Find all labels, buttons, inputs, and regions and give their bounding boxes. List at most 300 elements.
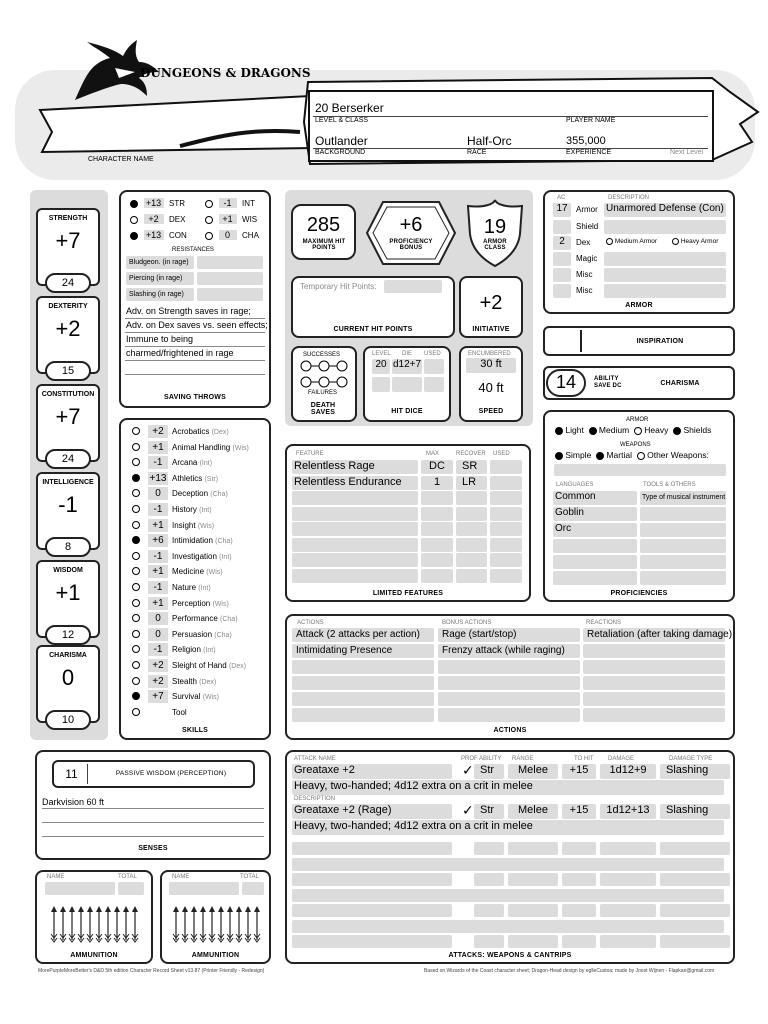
- attack-row[interactable]: [292, 764, 730, 779]
- bonus-row[interactable]: Frenzy attack (while raging): [438, 644, 580, 658]
- attack-range[interactable]: Melee: [508, 804, 558, 819]
- resistance-row[interactable]: Piercing (in rage): [126, 272, 194, 285]
- skill-row[interactable]: [128, 596, 268, 611]
- failure-circles[interactable]: [300, 376, 348, 388]
- save-wis[interactable]: [205, 214, 269, 227]
- speed-encumbered[interactable]: 30 ft: [466, 358, 516, 373]
- feature-used[interactable]: [490, 460, 522, 474]
- ability-score[interactable]: 10: [45, 710, 91, 730]
- ability-score[interactable]: 15: [45, 361, 91, 381]
- skill-bonus: -1: [148, 503, 168, 516]
- skill-row[interactable]: [128, 674, 268, 689]
- save-proficiency-dot[interactable]: [205, 216, 213, 224]
- skill-proficiency-dot[interactable]: [132, 599, 140, 607]
- speed-label: SPEED: [478, 408, 504, 415]
- save-dc-label: ABILITY SAVE DC: [594, 376, 622, 389]
- attack-row[interactable]: [292, 804, 730, 819]
- bonus-row[interactable]: [438, 660, 580, 674]
- skill-row[interactable]: [128, 642, 268, 657]
- experience-value[interactable]: 355,000: [566, 135, 606, 147]
- skill-proficiency-dot[interactable]: [132, 443, 140, 451]
- actions-row[interactable]: Attack (2 attacks per action): [292, 628, 434, 642]
- skill-row[interactable]: [128, 611, 268, 626]
- attack-description[interactable]: Heavy, two-handed; 4d12 extra on a crit in melee: [292, 780, 724, 795]
- reactions-row[interactable]: [583, 660, 725, 674]
- ability-wisdom: [36, 560, 100, 641]
- armor-ac[interactable]: 17: [553, 203, 571, 217]
- experience-label: EXPERIENCE: [566, 149, 612, 156]
- language-row[interactable]: Orc: [553, 523, 637, 537]
- feature-max[interactable]: [421, 553, 453, 567]
- other-weapons-field[interactable]: [554, 464, 726, 476]
- attack-ability[interactable]: Str: [474, 764, 504, 779]
- skill-proficiency-dot[interactable]: [132, 661, 140, 669]
- skill-ability: (Dex): [199, 678, 217, 686]
- magic-label: Magic: [576, 254, 598, 263]
- hd-used-label: USED: [424, 351, 441, 357]
- damage-label: DAMAGE: [608, 756, 635, 762]
- proficiency-value[interactable]: +6: [399, 214, 423, 236]
- skill-proficiency-dot[interactable]: [132, 536, 140, 544]
- skill-proficiency-dot[interactable]: [132, 692, 140, 700]
- attack-description-empty[interactable]: [292, 858, 724, 871]
- feature-used[interactable]: [490, 569, 522, 583]
- ability-modifier: +2: [55, 316, 81, 341]
- skill-row[interactable]: [128, 658, 268, 673]
- save-name: CHA: [242, 231, 259, 240]
- save-int[interactable]: [205, 198, 269, 211]
- feature-used[interactable]: [490, 476, 522, 490]
- save-note-line[interactable]: Adv. on Strength saves in rage;: [126, 306, 251, 316]
- feature-recover[interactable]: [456, 553, 487, 567]
- weapon-prof-martial[interactable]: Martial: [596, 450, 632, 460]
- feature-used[interactable]: [490, 507, 522, 521]
- save-dc-value[interactable]: 14: [555, 372, 577, 392]
- save-proficiency-dot[interactable]: [205, 232, 213, 240]
- bonus-actions-label: BONUS ACTIONS: [442, 620, 492, 626]
- feature-recover[interactable]: SR: [456, 460, 487, 474]
- skill-ability: (Int): [199, 507, 212, 514]
- armor-class-value[interactable]: 19: [483, 216, 507, 238]
- save-note-line[interactable]: Immune to being: [126, 334, 194, 344]
- skill-name: Athletics: [172, 473, 203, 483]
- shield-label: Shield: [576, 222, 599, 231]
- skill-bonus: +6: [148, 534, 168, 547]
- skill-ability: (Cha): [214, 631, 232, 639]
- save-note-line[interactable]: Adv. on Dex saves vs. seen effects;: [126, 320, 268, 330]
- skill-name: Medicine: [172, 567, 205, 577]
- attack-description-empty[interactable]: [292, 889, 724, 902]
- skill-proficiency-dot[interactable]: [132, 583, 140, 591]
- feature-recover[interactable]: [456, 522, 487, 536]
- shield-ac[interactable]: [553, 220, 571, 234]
- skill-name: Performance: [172, 614, 218, 624]
- actions-row[interactable]: [292, 660, 434, 674]
- background-value[interactable]: Outlander: [315, 134, 368, 148]
- ammo-name-label: NAME: [47, 874, 65, 880]
- weapons-prof-label: WEAPONS: [620, 442, 651, 448]
- skill-proficiency-dot[interactable]: [132, 552, 140, 560]
- armor-prof-heavy[interactable]: Heavy: [634, 425, 668, 435]
- skill-proficiency-dot[interactable]: [132, 521, 140, 529]
- ammo-total-field[interactable]: [242, 882, 264, 895]
- skill-ability: (Cha): [215, 538, 233, 546]
- skill-row[interactable]: [128, 533, 268, 548]
- skill-name: Tool: [172, 707, 187, 717]
- attack-damage[interactable]: 1d12+9: [600, 764, 656, 779]
- save-str[interactable]: [130, 198, 200, 211]
- reactions-row[interactable]: [583, 644, 725, 658]
- ammo-title: AMMUNITION: [70, 952, 118, 959]
- skill-proficiency-dot[interactable]: [132, 427, 140, 435]
- resistance-row[interactable]: Bludgeon. (in rage): [126, 256, 194, 269]
- ability-name: STRENGTH: [48, 215, 88, 222]
- feature-max[interactable]: [421, 507, 453, 521]
- skill-ability: (Cha): [220, 616, 238, 624]
- next-level-label: Next Level: [670, 149, 704, 156]
- save-bonus: +2: [144, 214, 164, 224]
- race-label: RACE: [467, 149, 487, 156]
- save-cha[interactable]: [205, 230, 269, 243]
- save-proficiency-dot[interactable]: [130, 216, 138, 224]
- dex-ac[interactable]: 2: [553, 236, 571, 250]
- save-note-line[interactable]: charmed/frightened in rage: [126, 348, 234, 358]
- skill-ability: (Cha): [210, 491, 228, 499]
- background-label: BACKGROUND: [315, 149, 366, 156]
- armor-prof-medium[interactable]: Medium: [589, 425, 630, 435]
- ammo-name-label: NAME: [172, 874, 190, 880]
- save-dex[interactable]: [130, 214, 200, 227]
- bonus-row[interactable]: [438, 708, 580, 722]
- resistance-row[interactable]: Slashing (in rage): [126, 288, 194, 301]
- armor-prof-row: [555, 425, 733, 435]
- attack-damage-type[interactable]: Slashing: [660, 764, 730, 779]
- ammo-name-field[interactable]: [45, 882, 115, 895]
- attack-tohit[interactable]: +15: [562, 764, 596, 779]
- attack-description[interactable]: Heavy, two-handed; 4d12 extra on a crit in melee: [292, 820, 724, 835]
- skill-row[interactable]: [128, 549, 268, 564]
- weapon-prof-simple[interactable]: Simple: [555, 450, 591, 460]
- encumbered-label: ENCUMBERED: [468, 351, 511, 357]
- armor-description[interactable]: Unarmored Defense (Con): [604, 203, 726, 217]
- darkvision-note[interactable]: Darkvision 60 ft: [42, 797, 105, 807]
- feature-max[interactable]: 1: [421, 476, 453, 490]
- magic-description[interactable]: [604, 252, 726, 266]
- skill-bonus: +2: [148, 659, 168, 672]
- save-bonus: +13: [144, 230, 164, 240]
- ability-name: CONSTITUTION: [41, 391, 95, 398]
- skill-name: Animal Handling: [172, 442, 231, 452]
- feature-recover[interactable]: [456, 491, 487, 505]
- tohit-label: TO HIT: [574, 756, 594, 762]
- language-row[interactable]: Common: [553, 491, 637, 505]
- arrows-icon[interactable]: [50, 904, 140, 944]
- heavy-armor-toggle[interactable]: [672, 238, 718, 245]
- ability-intelligence: [36, 472, 100, 553]
- save-name: CON: [169, 231, 187, 240]
- actions-row[interactable]: [292, 692, 434, 706]
- save-proficiency-dot[interactable]: [130, 200, 138, 208]
- success-circles[interactable]: [300, 360, 348, 372]
- save-bonus: +13: [144, 198, 164, 208]
- checkmark-icon: ✓: [462, 802, 474, 818]
- skill-ability: (Dex): [228, 663, 247, 670]
- feature-name[interactable]: [292, 522, 418, 536]
- used-label: USED: [493, 451, 510, 457]
- feature-recover[interactable]: [456, 538, 487, 552]
- skill-row[interactable]: [128, 705, 268, 720]
- skill-proficiency-dot[interactable]: [132, 458, 140, 466]
- skill-bonus: -1: [148, 581, 168, 594]
- attack-name-empty[interactable]: [292, 904, 452, 917]
- skill-bonus: +2: [148, 675, 168, 688]
- ammo-total-field[interactable]: [118, 882, 144, 895]
- ammo-name-field[interactable]: [169, 882, 239, 895]
- skill-row[interactable]: [128, 689, 268, 704]
- skill-row[interactable]: [128, 424, 268, 439]
- bonus-row[interactable]: [438, 692, 580, 706]
- ability-constitution: [36, 384, 100, 465]
- initiative-label: INITIATIVE: [472, 326, 510, 333]
- attack-name[interactable]: Greataxe +2 (Rage): [292, 804, 452, 819]
- speed-value[interactable]: 40 ft: [478, 380, 504, 395]
- weapon-prof-other[interactable]: Other Weapons:: [637, 450, 709, 460]
- armor-label: Armor: [576, 205, 598, 214]
- save-con[interactable]: [130, 230, 200, 243]
- current-hp-field[interactable]: [296, 296, 450, 320]
- attack-tohit[interactable]: +15: [562, 804, 596, 819]
- skill-ability: (Wis): [197, 522, 215, 530]
- actions-label: ACTIONS: [297, 620, 324, 626]
- feature-max[interactable]: [421, 538, 453, 552]
- skill-proficiency-dot[interactable]: [132, 567, 140, 575]
- feature-name[interactable]: [292, 491, 418, 505]
- ability-strength: [36, 208, 100, 289]
- skill-proficiency-dot[interactable]: [132, 505, 140, 513]
- attack-name-empty[interactable]: [292, 873, 452, 886]
- skill-name: History: [172, 505, 197, 514]
- feature-name[interactable]: [292, 538, 418, 552]
- armor-prof-light[interactable]: Light: [555, 425, 584, 435]
- proficiencies-title: PROFICIENCIES: [610, 590, 668, 597]
- ability-score[interactable]: 12: [45, 625, 91, 645]
- skill-bonus: 0: [148, 612, 168, 625]
- ability-charisma: [36, 645, 100, 726]
- feature-used[interactable]: [490, 553, 522, 567]
- medium-armor-toggle[interactable]: [606, 238, 657, 245]
- ammo-total-label: TOTAL: [118, 874, 137, 880]
- skill-bonus: +13: [149, 472, 167, 484]
- attack-name-empty[interactable]: [292, 842, 452, 855]
- ability-name: INTELLIGENCE: [42, 479, 94, 486]
- attack-ability[interactable]: Str: [474, 804, 504, 819]
- skill-bonus: 0: [148, 487, 168, 500]
- ability-name: DEXTERITY: [48, 303, 88, 310]
- skill-proficiency-dot[interactable]: [132, 677, 140, 685]
- feature-recover[interactable]: [456, 507, 487, 521]
- skill-row[interactable]: [128, 502, 268, 517]
- ability-name: WISDOM: [53, 567, 83, 574]
- ability-modifier: +7: [55, 404, 81, 429]
- actions-row[interactable]: [292, 708, 434, 722]
- medium-armor-label: Medium Armor: [614, 238, 658, 246]
- save-name: WIS: [242, 215, 258, 224]
- skill-name: Stealth: [172, 676, 197, 686]
- character-name-field[interactable]: [60, 108, 300, 144]
- actions-row[interactable]: [292, 676, 434, 690]
- armor-prof-shields[interactable]: Shields: [673, 425, 711, 435]
- arrows-icon[interactable]: [172, 904, 262, 944]
- limited-features-title: LIMITED FEATURES: [372, 590, 444, 597]
- max-hp-value[interactable]: 285: [306, 214, 341, 236]
- feature-name[interactable]: Relentless Rage: [292, 460, 418, 474]
- feature-max[interactable]: [421, 569, 453, 583]
- feature-used[interactable]: [490, 538, 522, 552]
- skill-row[interactable]: [128, 627, 268, 642]
- save-bonus: -1: [219, 198, 237, 208]
- saving-throws-title: SAVING THROWS: [164, 394, 226, 401]
- hd-die[interactable]: d12+7: [392, 359, 422, 374]
- ability-score[interactable]: 8: [45, 537, 91, 557]
- skill-row[interactable]: [128, 580, 268, 595]
- level-class-value[interactable]: 20 Berserker: [315, 101, 384, 115]
- skill-ability: (Int): [198, 585, 211, 592]
- prof-ability-label: PROF ABILITY: [461, 756, 502, 762]
- temp-hp-label: Temporary Hit Points:: [300, 282, 377, 291]
- skill-row[interactable]: [128, 486, 268, 501]
- recover-label: RECOVER: [456, 451, 486, 457]
- actions-title: ACTIONS: [493, 727, 527, 734]
- feature-name[interactable]: Relentless Endurance: [292, 476, 418, 490]
- hd-level-label: LEVEL: [372, 351, 391, 357]
- feature-max[interactable]: [421, 522, 453, 536]
- skill-bonus: 0: [148, 628, 168, 641]
- bonus-row[interactable]: [438, 676, 580, 690]
- skill-name: Religion: [172, 645, 201, 655]
- temp-hp-field[interactable]: [384, 280, 442, 293]
- skill-proficiency-dot[interactable]: [132, 708, 140, 716]
- skill-row[interactable]: [128, 564, 268, 579]
- misc1-ac[interactable]: [553, 268, 571, 282]
- misc2-ac[interactable]: [553, 284, 571, 298]
- tools-label: TOOLS & OTHERS: [643, 482, 696, 488]
- skill-name: Nature: [172, 583, 197, 592]
- feature-name[interactable]: [292, 553, 418, 567]
- feature-max[interactable]: DC: [421, 460, 453, 474]
- damage-type-label: DAMAGE TYPE: [669, 756, 713, 762]
- skill-proficiency-dot[interactable]: [132, 489, 140, 497]
- feature-name[interactable]: [292, 507, 418, 521]
- skill-row[interactable]: [128, 471, 268, 486]
- attack-range[interactable]: Melee: [508, 764, 558, 779]
- attack-name-label: ATTACK NAME: [294, 756, 336, 762]
- reactions-row[interactable]: [583, 676, 725, 690]
- skill-ability: (Wis): [212, 600, 229, 608]
- skill-name: Persuasion: [172, 629, 213, 639]
- failures-label: FAILURES: [308, 390, 338, 396]
- senses-title: SENSES: [138, 845, 168, 852]
- inspiration-checkbox[interactable]: [548, 330, 582, 352]
- skill-name: Arcana: [172, 458, 198, 468]
- skill-row[interactable]: [128, 455, 268, 470]
- feature-name[interactable]: [292, 569, 418, 583]
- skill-proficiency-dot[interactable]: [132, 630, 140, 638]
- skill-ability: (Int): [219, 553, 232, 561]
- reactions-row[interactable]: [583, 692, 725, 706]
- skill-row[interactable]: [128, 518, 268, 533]
- skill-row[interactable]: [128, 440, 268, 455]
- magic-ac[interactable]: [553, 252, 571, 266]
- hd-level[interactable]: 20: [372, 359, 390, 374]
- attack-name-empty[interactable]: [292, 935, 452, 948]
- ability-score[interactable]: 24: [45, 273, 91, 293]
- skill-proficiency-dot[interactable]: [132, 645, 140, 653]
- reactions-row[interactable]: [583, 708, 725, 722]
- skill-proficiency-dot[interactable]: [132, 474, 140, 482]
- tools-example[interactable]: Type of musical instrument: [640, 491, 726, 505]
- passive-wisdom-label: PASSIVE WISDOM (PERCEPTION): [115, 770, 227, 777]
- attack-description-empty[interactable]: [292, 920, 724, 933]
- reactions-row[interactable]: Retaliation (after taking damage): [583, 628, 725, 642]
- misc2-description[interactable]: [604, 284, 726, 298]
- skill-bonus: -1: [148, 643, 168, 656]
- actions-row[interactable]: Intimidating Presence: [292, 644, 434, 658]
- bonus-row[interactable]: Rage (start/stop): [438, 628, 580, 642]
- ability-modifier: +1: [55, 580, 81, 605]
- skill-bonus: +1: [148, 441, 168, 454]
- attacks-title: ATTACKS: WEAPONS & CANTRIPS: [448, 952, 572, 959]
- attack-damage[interactable]: 1d12+13: [600, 804, 656, 819]
- feature-recover[interactable]: LR: [456, 476, 487, 490]
- weapons-prof-row: [555, 450, 733, 460]
- languages-label: LANGUAGES: [556, 482, 594, 488]
- skill-proficiency-dot[interactable]: [132, 614, 140, 622]
- feature-recover[interactable]: [456, 569, 487, 583]
- skill-name: Perception: [172, 598, 211, 608]
- shield-description[interactable]: [604, 220, 726, 234]
- max-hp-label: MAXIMUM HIT POINTS: [302, 239, 346, 251]
- language-row[interactable]: Goblin: [553, 507, 637, 521]
- initiative-value[interactable]: +2: [479, 292, 503, 314]
- feature-used[interactable]: [490, 491, 522, 505]
- skill-bonus: +2: [148, 425, 168, 438]
- misc1-label: Misc: [576, 270, 593, 279]
- feature-used[interactable]: [490, 522, 522, 536]
- ability-score[interactable]: 24: [45, 449, 91, 469]
- save-proficiency-dot[interactable]: [130, 232, 138, 240]
- skill-name: Investigation: [172, 551, 217, 561]
- proficiency-label: PROFICIENCY BONUS: [389, 239, 433, 251]
- feature-max[interactable]: [421, 491, 453, 505]
- save-name: STR: [169, 199, 186, 208]
- skill-bonus: +1: [148, 597, 168, 610]
- attack-damage-type[interactable]: Slashing: [660, 804, 730, 819]
- hd-used[interactable]: [424, 359, 444, 374]
- ability-dexterity: [36, 296, 100, 377]
- dex-label: Dex: [576, 238, 591, 247]
- attack-name[interactable]: Greataxe +2: [292, 764, 452, 779]
- save-proficiency-dot[interactable]: [205, 200, 213, 208]
- checkmark-icon: ✓: [462, 762, 474, 778]
- save-dc-ability[interactable]: CHARISMA: [660, 380, 700, 387]
- save-name: INT: [242, 199, 255, 208]
- save-bonus: 0: [219, 230, 237, 240]
- race-value[interactable]: Half-Orc: [467, 134, 512, 148]
- misc1-description[interactable]: [604, 268, 726, 282]
- heavy-armor-label: Heavy Armor: [680, 238, 719, 246]
- armor-prof-label: ARMOR: [626, 417, 649, 423]
- passive-wisdom-value[interactable]: 11: [56, 764, 88, 784]
